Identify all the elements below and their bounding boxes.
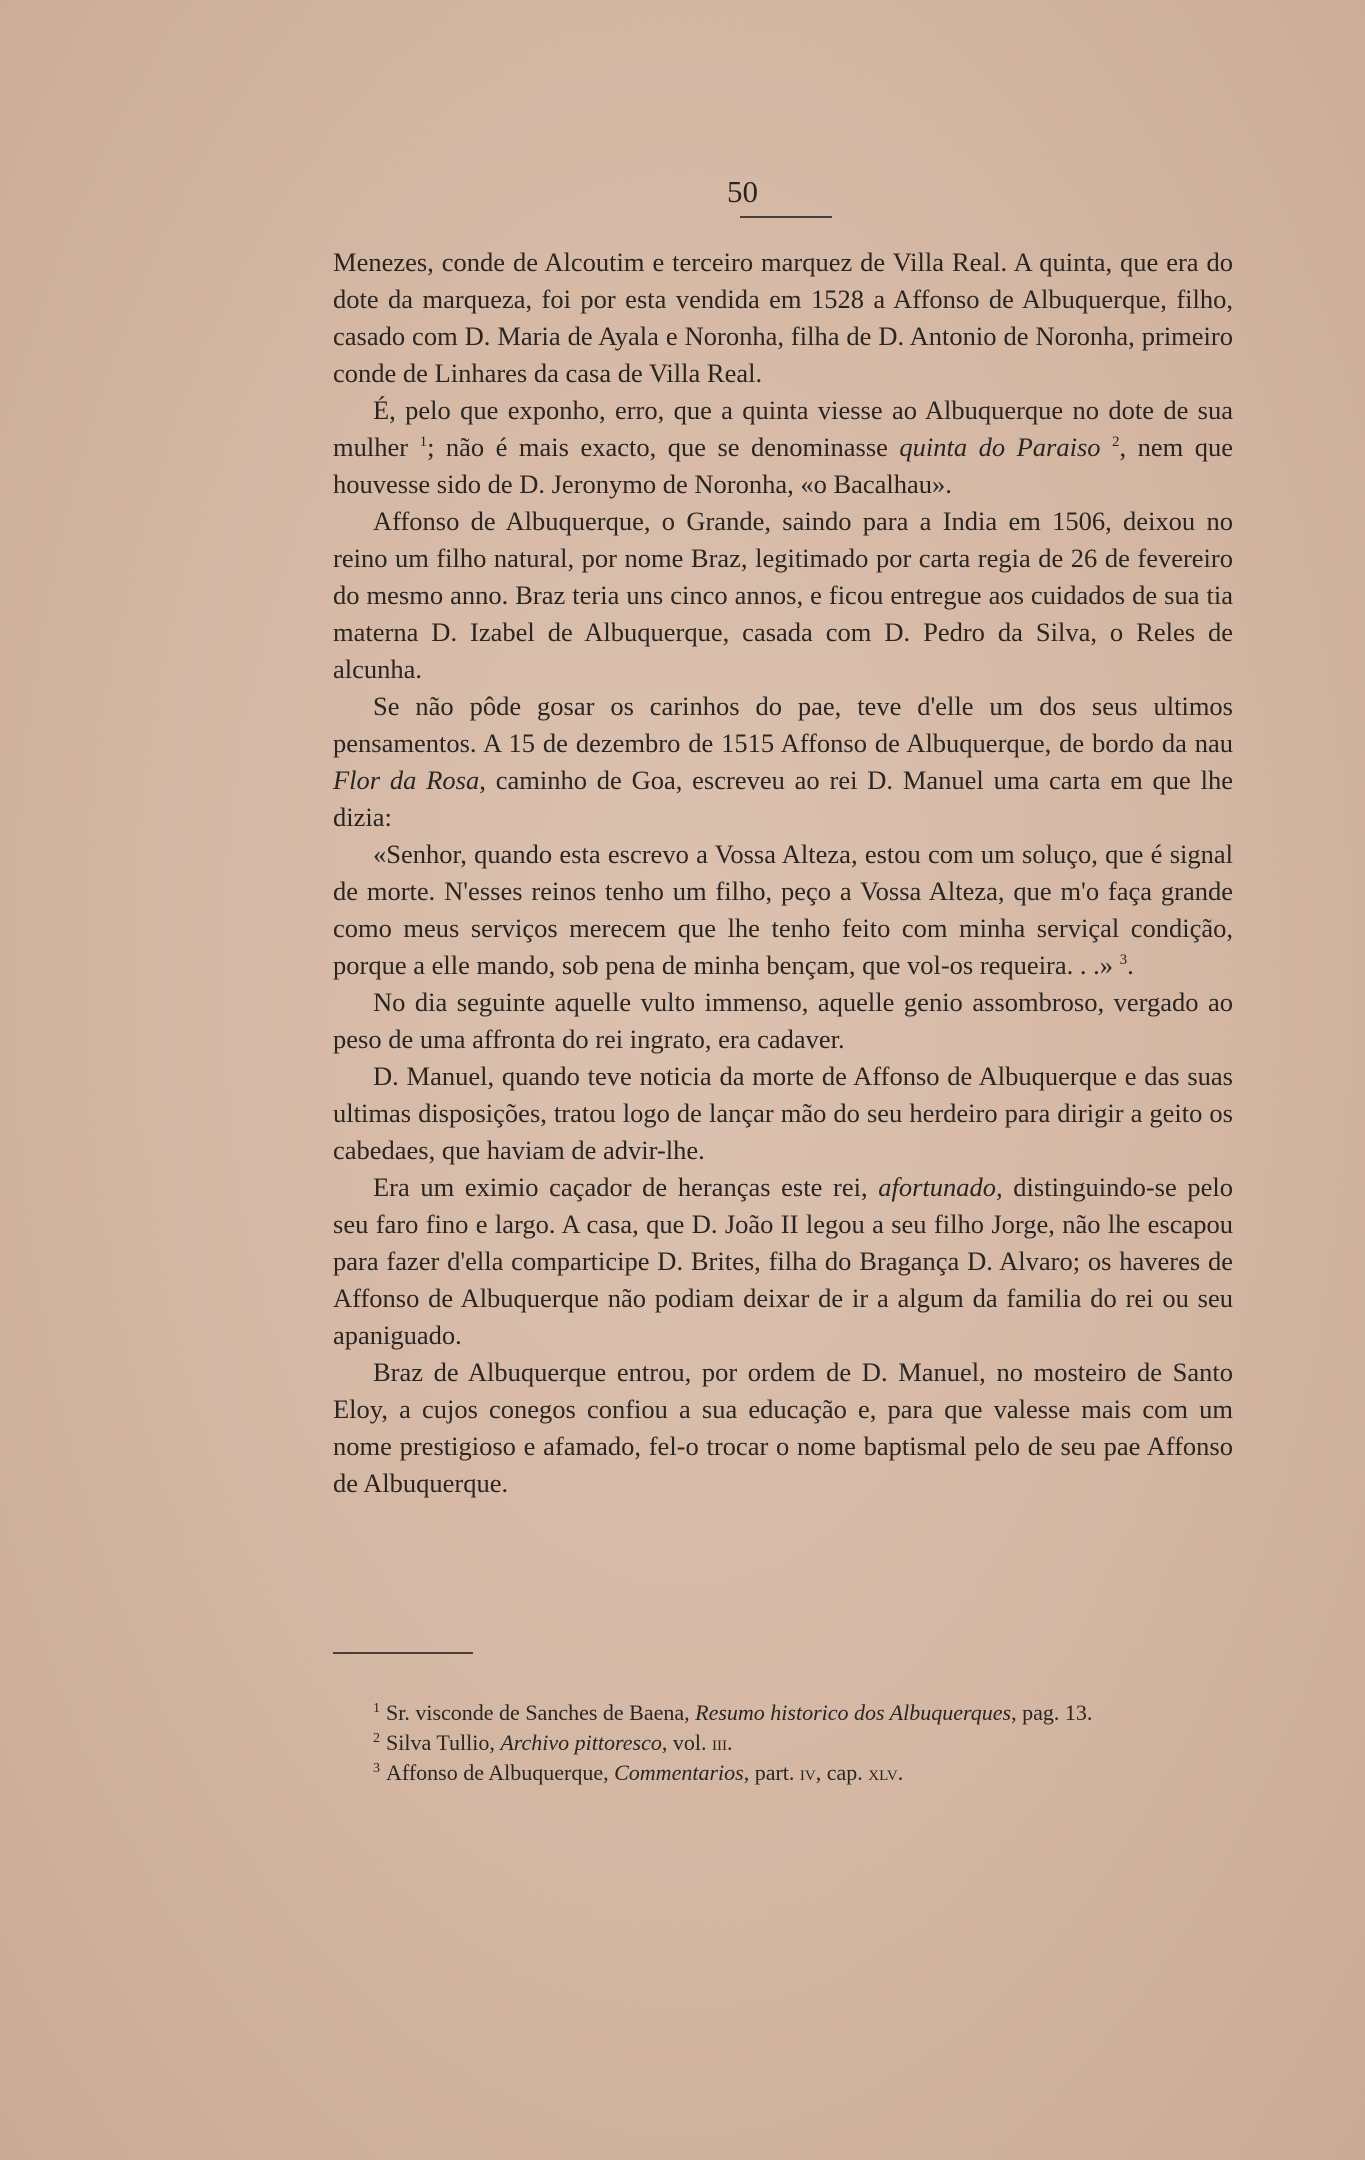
text-run: . [726,1730,733,1755]
text-run: Braz de Albuquerque entrou, por ordem de D. Manuel, no mosteiro de Santo Eloy, a cujos conegos confiou a sua educação e, para que valesse mais com um nome prestigioso e afamado, fel-o trocar o nome baptismal pelo de seu pae Affonso de Albuquerque. [333,1357,1233,1498]
text-run: distinguindo-se pelo seu faro fino e largo. A casa, que D. João II legou a seu filho Jorge, não lhe escapou para fazer d'ella comparticipe D. Brites, filha do Bragança D. Alvaro; os haveres de Affonso de Albuquerque não podiam deixar de ir a algum da familia do rei ou seu apaniguado. [333,1172,1233,1350]
text-run: . [1127,950,1134,980]
text-run: Silva Tullio, [386,1730,501,1755]
page-number: 50 [727,174,758,209]
italic-text: Archivo pittoresco [500,1730,662,1755]
roman-numeral: xlv [868,1760,898,1785]
italic-text: Commentarios [614,1760,744,1785]
text-run: , pag. 13. [1011,1700,1093,1725]
paragraph [333,392,1233,503]
text-run: Menezes, conde de Alcoutim e terceiro marquez de Villa Real. A quinta, que era do dote da marqueza, foi por esta vendida em 1528 a Affonso de Albuquerque, filho, casado com D. Maria de Ayala e Noronha, filha de D. Antonio de Noronha, primeiro conde de Linhares da casa de Villa Real. [333,247,1233,388]
body-text [333,244,1233,1502]
footnote-ref: 3 [1119,952,1128,969]
paragraph [333,1169,1233,1354]
italic-text: afortunado, [878,1172,1003,1202]
text-run: «Senhor, quando esta escrevo a Vossa Alteza, estou com um soluço, que é signal de morte. N'esses reinos tenho um filho, peço a Vossa Alteza, que m'o faça grande como meus serviços merecem que lhe tenho feito com minha serviçal condição, porque a elle mando, sob pena de minha bençam, que vol-os requeira. . .» [333,839,1233,980]
paragraph [333,244,1233,392]
text-run: Affonso de Albuquerque, [386,1760,615,1785]
text-run: , vol. [661,1730,712,1755]
footnotes [373,1698,1233,1788]
footnote-mark: 2 [373,1730,380,1746]
page-number-rule [740,216,832,218]
paragraph [333,503,1233,688]
paragraph [333,836,1233,984]
footnote-ref: 2 [1112,434,1120,451]
footnote [373,1698,1233,1728]
footnote [373,1758,1233,1788]
paragraph [333,984,1233,1058]
text-run [1101,432,1113,462]
text-run: , part. [743,1760,800,1785]
italic-text: Flor da Rosa [333,765,480,795]
footnote [373,1728,1233,1758]
footnote-ref: 1 [419,434,428,451]
roman-numeral: iii [711,1730,727,1755]
text-run: Affonso de Albuquerque, o Grande, saindo para a India em 1506, deixou no reino um filho natural, por nome Braz, legitimado por carta regia de 26 de fevereiro do mesmo anno. Braz teria uns cinco annos, e ficou entregue aos cuidados de sua tia materna D. Izabel de Albuquerque, casada com D. Pedro da Silva, o Reles de alcunha. [333,506,1233,684]
text-run: No dia seguinte aquelle vulto immenso, aquelle genio assombroso, vergado ao peso de uma affronta do rei ingrato, era cadaver. [333,987,1233,1054]
text-run: , cap. [815,1760,869,1785]
paragraph [333,1058,1233,1169]
text-run: É, pelo que exponho, erro, que a quinta viesse ao Albuquerque no dote de sua mulher [333,395,1233,462]
footnote-mark: 1 [373,1700,380,1716]
italic-text: Resumo historico dos Albuquerques [695,1700,1012,1725]
text-run: , nem que houvesse sido de D. Jeronymo de Noronha, «o Bacalhau». [333,432,1234,499]
roman-numeral: iv [799,1760,816,1785]
italic-text: quinta do Paraiso [899,432,1101,462]
footnote-separator [333,1652,473,1654]
paragraph [333,688,1233,836]
footnote-mark: 3 [373,1760,380,1776]
text-run: D. Manuel, quando teve noticia da morte de Affonso de Albuquerque e das suas ultimas disposições, tratou logo de lançar mão do seu herdeiro para dirigir a geito os cabedaes, que haviam de advir-lhe. [333,1061,1233,1165]
text-run: , caminho de Goa, escreveu ao rei D. Manuel uma carta em que lhe dizia: [333,765,1233,832]
text-run: Sr. visconde de Sanches de Baena, [386,1700,696,1725]
text-run: Se não pôde gosar os carinhos do pae, teve d'elle um dos seus ultimos pensamentos. A 15 de dezembro de 1515 Affonso de Albuquerque, de bordo da nau [333,691,1233,758]
text-run: Era um eximio caçador de heranças este rei, [373,1172,879,1202]
paragraph [333,1354,1233,1502]
text-run: ; não é mais exacto, que se denominasse [427,432,900,462]
text-run: . [897,1760,904,1785]
